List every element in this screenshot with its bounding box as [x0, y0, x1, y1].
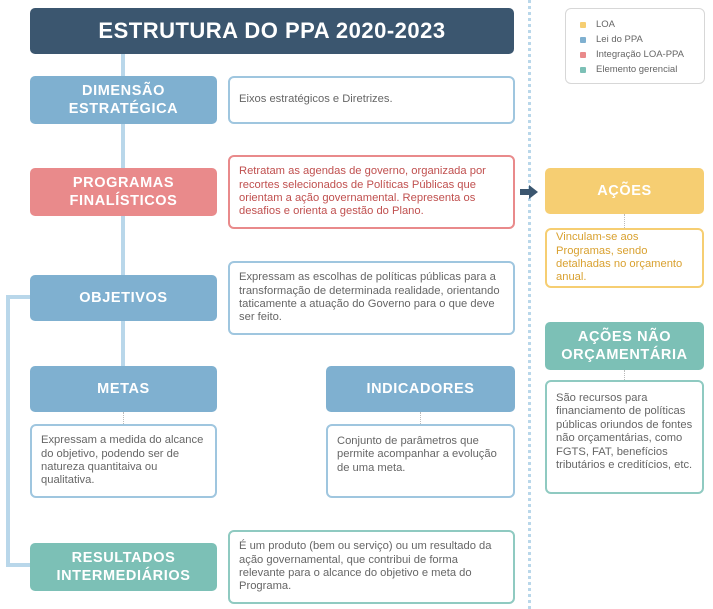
dimensao-estrategica-box: [30, 76, 217, 124]
tick-acoes: [624, 214, 625, 228]
legend-swatch-gerencial: [580, 67, 586, 73]
legend-label: Elemento gerencial: [596, 64, 678, 75]
programas-line1: PROGRAMAS: [72, 175, 175, 191]
legend: [565, 8, 705, 84]
indicadores-description: [326, 424, 515, 498]
indicadores-desc-text: Conjunto de parâmetros que permite acompanhar a evolução de uma meta.: [337, 435, 497, 474]
metas-description: [30, 424, 217, 498]
metas-label: METAS: [97, 381, 150, 397]
acoes-description: [545, 228, 704, 288]
dimensao-line2: ESTRATÉGICA: [68, 101, 179, 117]
legend-item-lei-ppa: [580, 32, 704, 47]
dimensao-line1: DIMENSÃO: [82, 83, 165, 99]
acoes-nao-description: [545, 380, 704, 494]
metas-box: [30, 366, 217, 412]
loop-connector-top: [6, 295, 30, 299]
tick-metas: [123, 412, 124, 424]
metas-desc-text: Expressam a medida do alcance do objetivo, podendo ser de natureza quantitaiva ou qualitativa.: [41, 434, 204, 487]
acoes-desc-text: Vinculam-se aos Programas, sendo detalhadas no orçamento anual.: [556, 231, 683, 284]
acoes-nao-line2: ORÇAMENTÁRIA: [561, 347, 688, 363]
programas-desc-text: Retratam as agendas de governo, organizada por recortes selecionados de Políticas Públicas que orientam a ação governamental. Representa os desafios e orienta a gestão do Plano.: [239, 165, 486, 218]
objetivos-label: OBJETIVOS: [79, 290, 168, 306]
loop-connector-bottom: [6, 563, 30, 567]
resultados-line1: RESULTADOS: [71, 550, 176, 566]
acoes-nao-line1: AÇÕES NÃO: [577, 329, 672, 345]
resultados-line2: INTERMEDIÁRIOS: [56, 568, 191, 584]
legend-item-integracao: [580, 47, 704, 62]
acoes-label: AÇÕES: [597, 183, 652, 199]
loop-connector-left: [6, 295, 10, 567]
objetivos-description: [228, 261, 515, 335]
legend-label: LOA: [596, 19, 616, 30]
tick-indicadores: [420, 412, 421, 424]
legend-swatch-loa: [580, 22, 586, 28]
programas-finalisticos-box: [30, 168, 217, 216]
arrow-right-icon: [520, 185, 538, 199]
legend-label: Integração LOA-PPA: [596, 49, 685, 60]
legend-swatch-lei-ppa: [580, 37, 586, 43]
objetivos-desc-text: Expressam as escolhas de políticas públicas para a transformação de determinada realidade, orientando taticamente a atuação do Governo para o que deve ser feito.: [239, 271, 500, 324]
acoes-box: [545, 168, 704, 214]
resultados-desc-text: É um produto (bem ou serviço) ou um resultado da ação governamental, que contribui de forma relevante para o alcance do objetivo e meta do Programa.: [239, 540, 492, 593]
legend-swatch-integracao: [580, 52, 586, 58]
acoes-nao-desc-text: São recursos para financiamento de políticas públicas oriundos de fontes não orçamentárias, como FGTS, FAT, benefícios tributários e creditícios, etc.: [556, 392, 693, 472]
page-title: ESTRUTURA DO PPA 2020-2023: [30, 8, 514, 54]
tick-acoes-nao: [624, 370, 625, 380]
indicadores-label: INDICADORES: [366, 381, 475, 397]
legend-item-gerencial: [580, 62, 704, 77]
programas-line2: FINALÍSTICOS: [69, 193, 178, 209]
indicadores-box: [326, 366, 515, 412]
dimensao-desc-text: Eixos estratégicos e Diretrizes.: [239, 93, 393, 106]
resultados-description: [228, 530, 515, 604]
separator-line: [528, 0, 531, 609]
legend-label: Lei do PPA: [596, 34, 643, 45]
acoes-nao-orcamentaria-box: [545, 322, 704, 370]
legend-item-loa: [580, 17, 704, 32]
programas-description: [228, 155, 515, 229]
dimensao-description: [228, 76, 515, 124]
objetivos-box: [30, 275, 217, 321]
resultados-intermediarios-box: [30, 543, 217, 591]
